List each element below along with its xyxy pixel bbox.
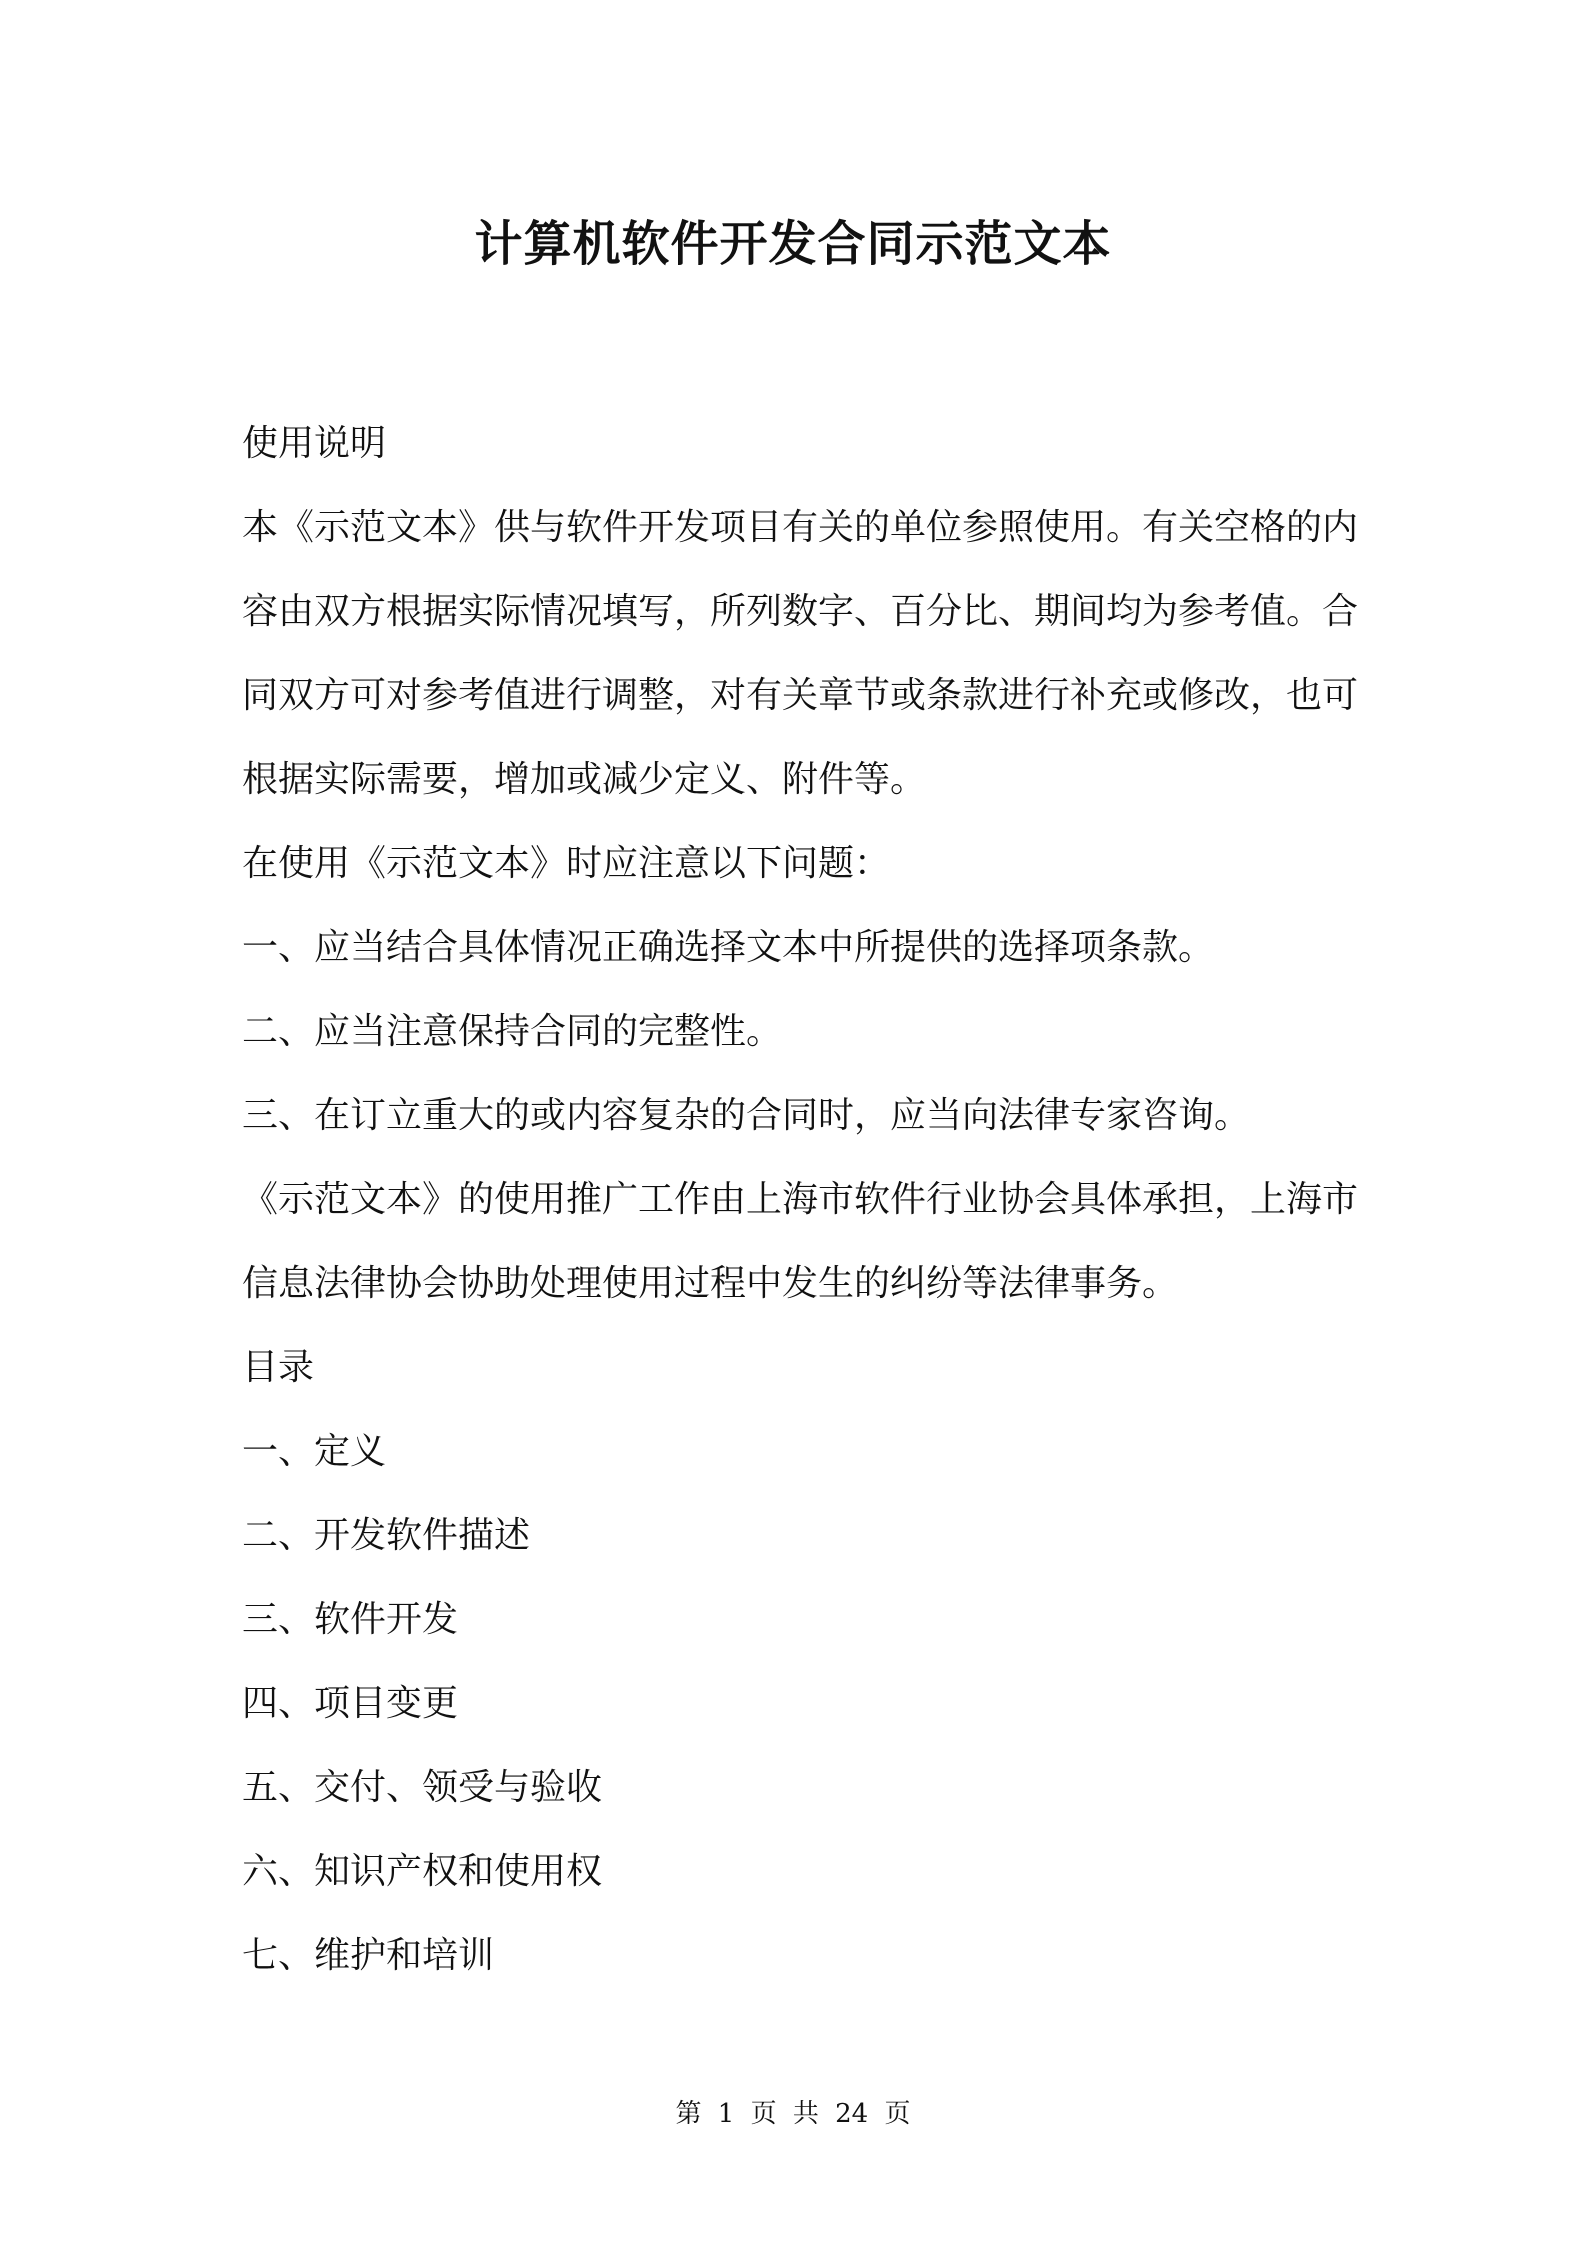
promotion-paragraph: 《示范文本》的使用推广工作由上海市软件行业协会具体承担，上海市信息法律协会协助处理使用过程中发生的纠纷等法律事务。	[242, 1179, 1359, 1304]
toc-item: 四、项目变更	[242, 1683, 459, 1724]
document-title: 计算机软件开发合同示范文本	[474, 216, 1112, 272]
toc-item: 五、交付、领受与验收	[242, 1767, 603, 1808]
toc-item: 一、定义	[242, 1431, 387, 1472]
notice-item-1: 一、应当结合具体情况正确选择文本中所提供的选择项条款。	[242, 927, 1215, 968]
notice-item-2: 二、应当注意保持合同的完整性。	[242, 1011, 783, 1052]
toc-item: 七、维护和培训	[242, 1935, 495, 1976]
document-body	[242, 402, 1358, 1998]
usage-heading: 使用说明	[242, 423, 387, 464]
notice-intro: 在使用《示范文本》时应注意以下问题：	[242, 843, 891, 884]
page-number-footer: 第 1 页 共 24 页	[675, 2099, 911, 2129]
toc-heading: 目录	[242, 1347, 315, 1388]
toc-item: 二、开发软件描述	[242, 1515, 531, 1556]
notice-item-3: 三、在订立重大的或内容复杂的合同时，应当向法律专家咨询。	[242, 1095, 1251, 1136]
intro-paragraph: 本《示范文本》供与软件开发项目有关的单位参照使用。有关空格的内容由双方根据实际情况填写，所列数字、百分比、期间均为参考值。合同双方可对参考值进行调整，对有关章节或条款进行补充或修改，也可根据实际需要，增加或减少定义、附件等。	[242, 507, 1359, 800]
toc-item: 六、知识产权和使用权	[242, 1851, 603, 1892]
toc-item: 三、软件开发	[242, 1599, 459, 1640]
table-of-contents	[242, 1410, 1358, 1998]
